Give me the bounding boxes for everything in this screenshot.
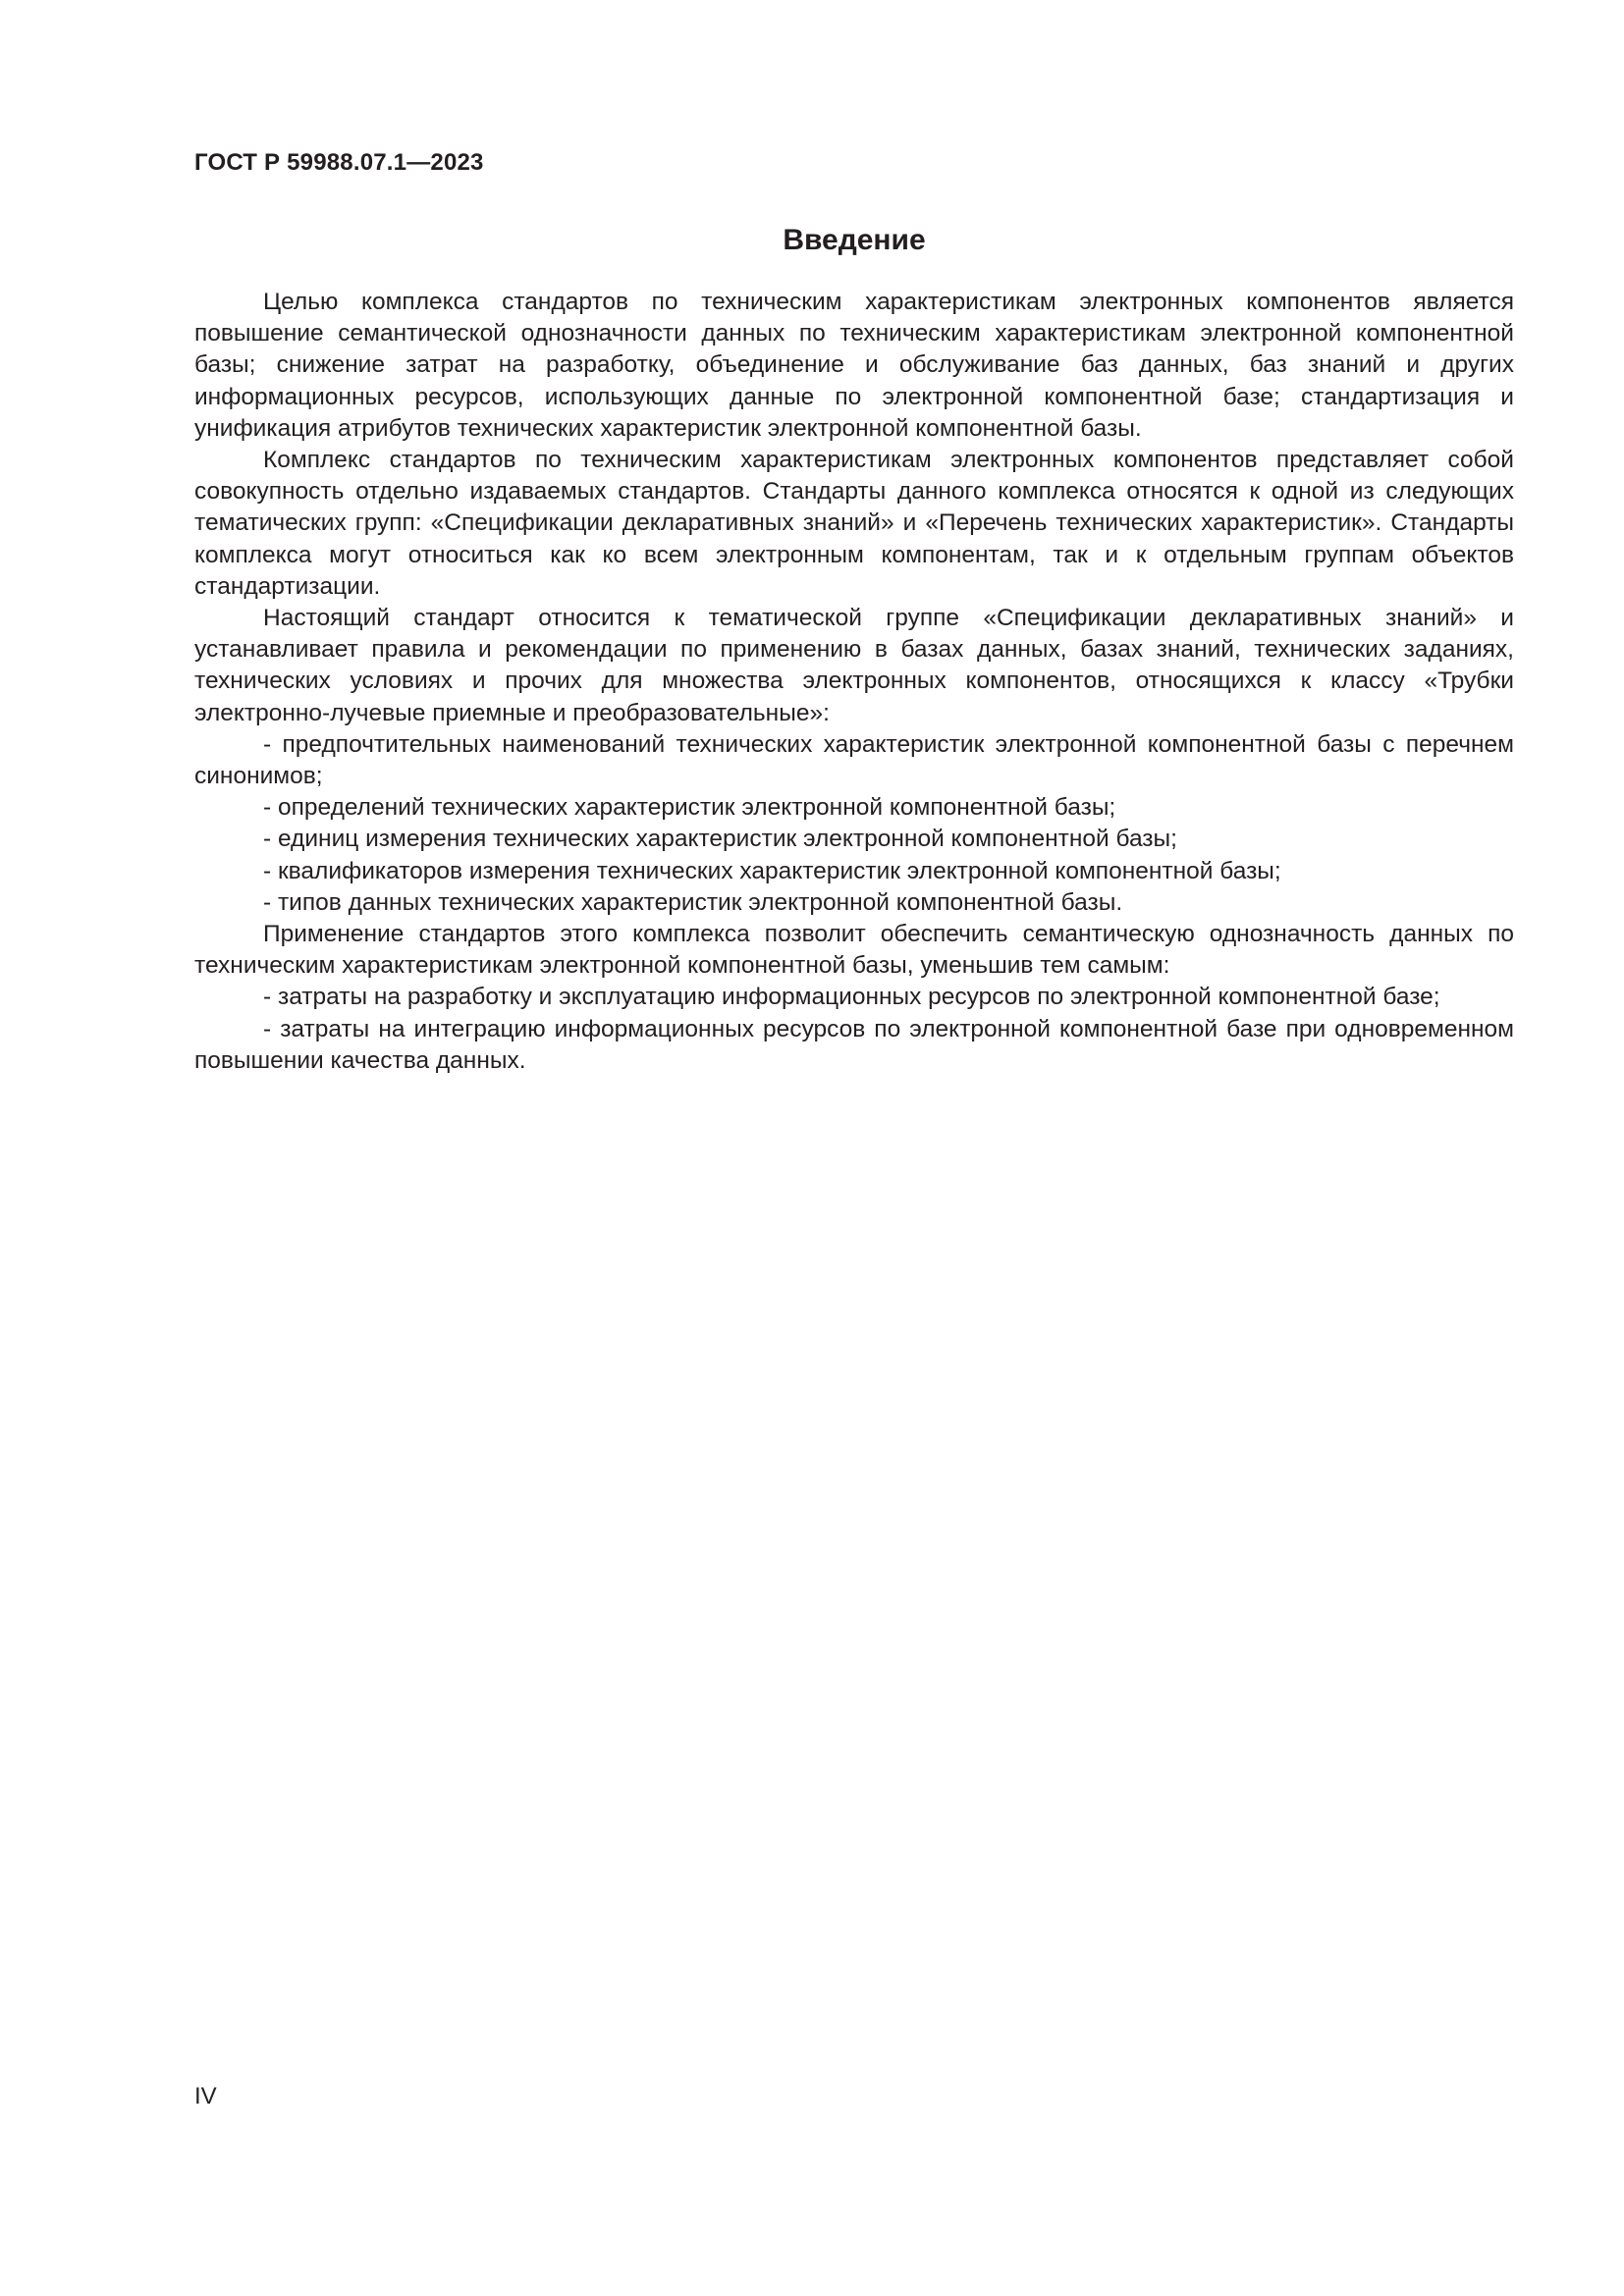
list-item: - определений технических характеристик электронной компонентной базы;	[263, 794, 1116, 822]
section-title: Введение	[783, 224, 926, 256]
paragraph: Целью комплекса стандартов по техническим характеристикам электронных компонентов является повышение семантической однозначности данных по техническим характеристикам электронной компонентной базы; снижение затрат на разработку, объединение и обслуживание баз данных, баз знаний и других информационных ресурсов, использующих данные по электронной компонентной базе; стандартизация и унификация атрибутов технических характеристик электронной компонентной базы.	[194, 289, 1514, 442]
page-number: IV	[194, 2083, 217, 2109]
paragraph: Применение стандартов этого комплекса позволит обеспечить семантическую однозначность данных по техническим характеристикам электронной компонентной базы, уменьшив тем самым:	[194, 921, 1514, 980]
paragraph: Комплекс стандартов по техническим характеристикам электронных компонентов представляет собой совокупность отдельно издаваемых стандартов. Стандарты данного комплекса относятся к одной из следующих тематических групп: «Спецификации декларативных знаний» и «Перечень технических характеристик». Стандарты комплекса могут относиться как ко всем электронным компонентам, так и к отдельным группам объектов стандартизации.	[194, 447, 1514, 600]
list-item: - единиц измерения технических характеристик электронной компонентной базы;	[263, 826, 1177, 853]
list-item: - затраты на разработку и эксплуатацию информационных ресурсов по электронной компонентной базе;	[263, 984, 1440, 1011]
list-item: - квалификаторов измерения технических характеристик электронной компонентной базы;	[263, 857, 1281, 884]
body-text	[194, 287, 1514, 1077]
paragraph: Настоящий стандарт относится к тематической группе «Спецификации декларативных знаний» и устанавливает правила и рекомендации по применению в базах данных, базах знаний, технических заданиях, технических условиях и прочих для множества электронных компонентов, относящихся к классу «Трубки электронно-лучевые приемные и преобразовательные»:	[194, 605, 1514, 726]
list-item: - предпочтительных наименований технических характеристик электронной компонентной базы с перечнем синонимов;	[194, 730, 1514, 790]
document-id: ГОСТ Р 59988.07.1—2023	[194, 149, 484, 176]
list-item: - типов данных технических характеристик электронной компонентной базы.	[263, 888, 1123, 916]
list-item: - затраты на интеграцию информационных ресурсов по электронной компонентной базе при одновременном повышении качества данных.	[194, 1015, 1514, 1074]
